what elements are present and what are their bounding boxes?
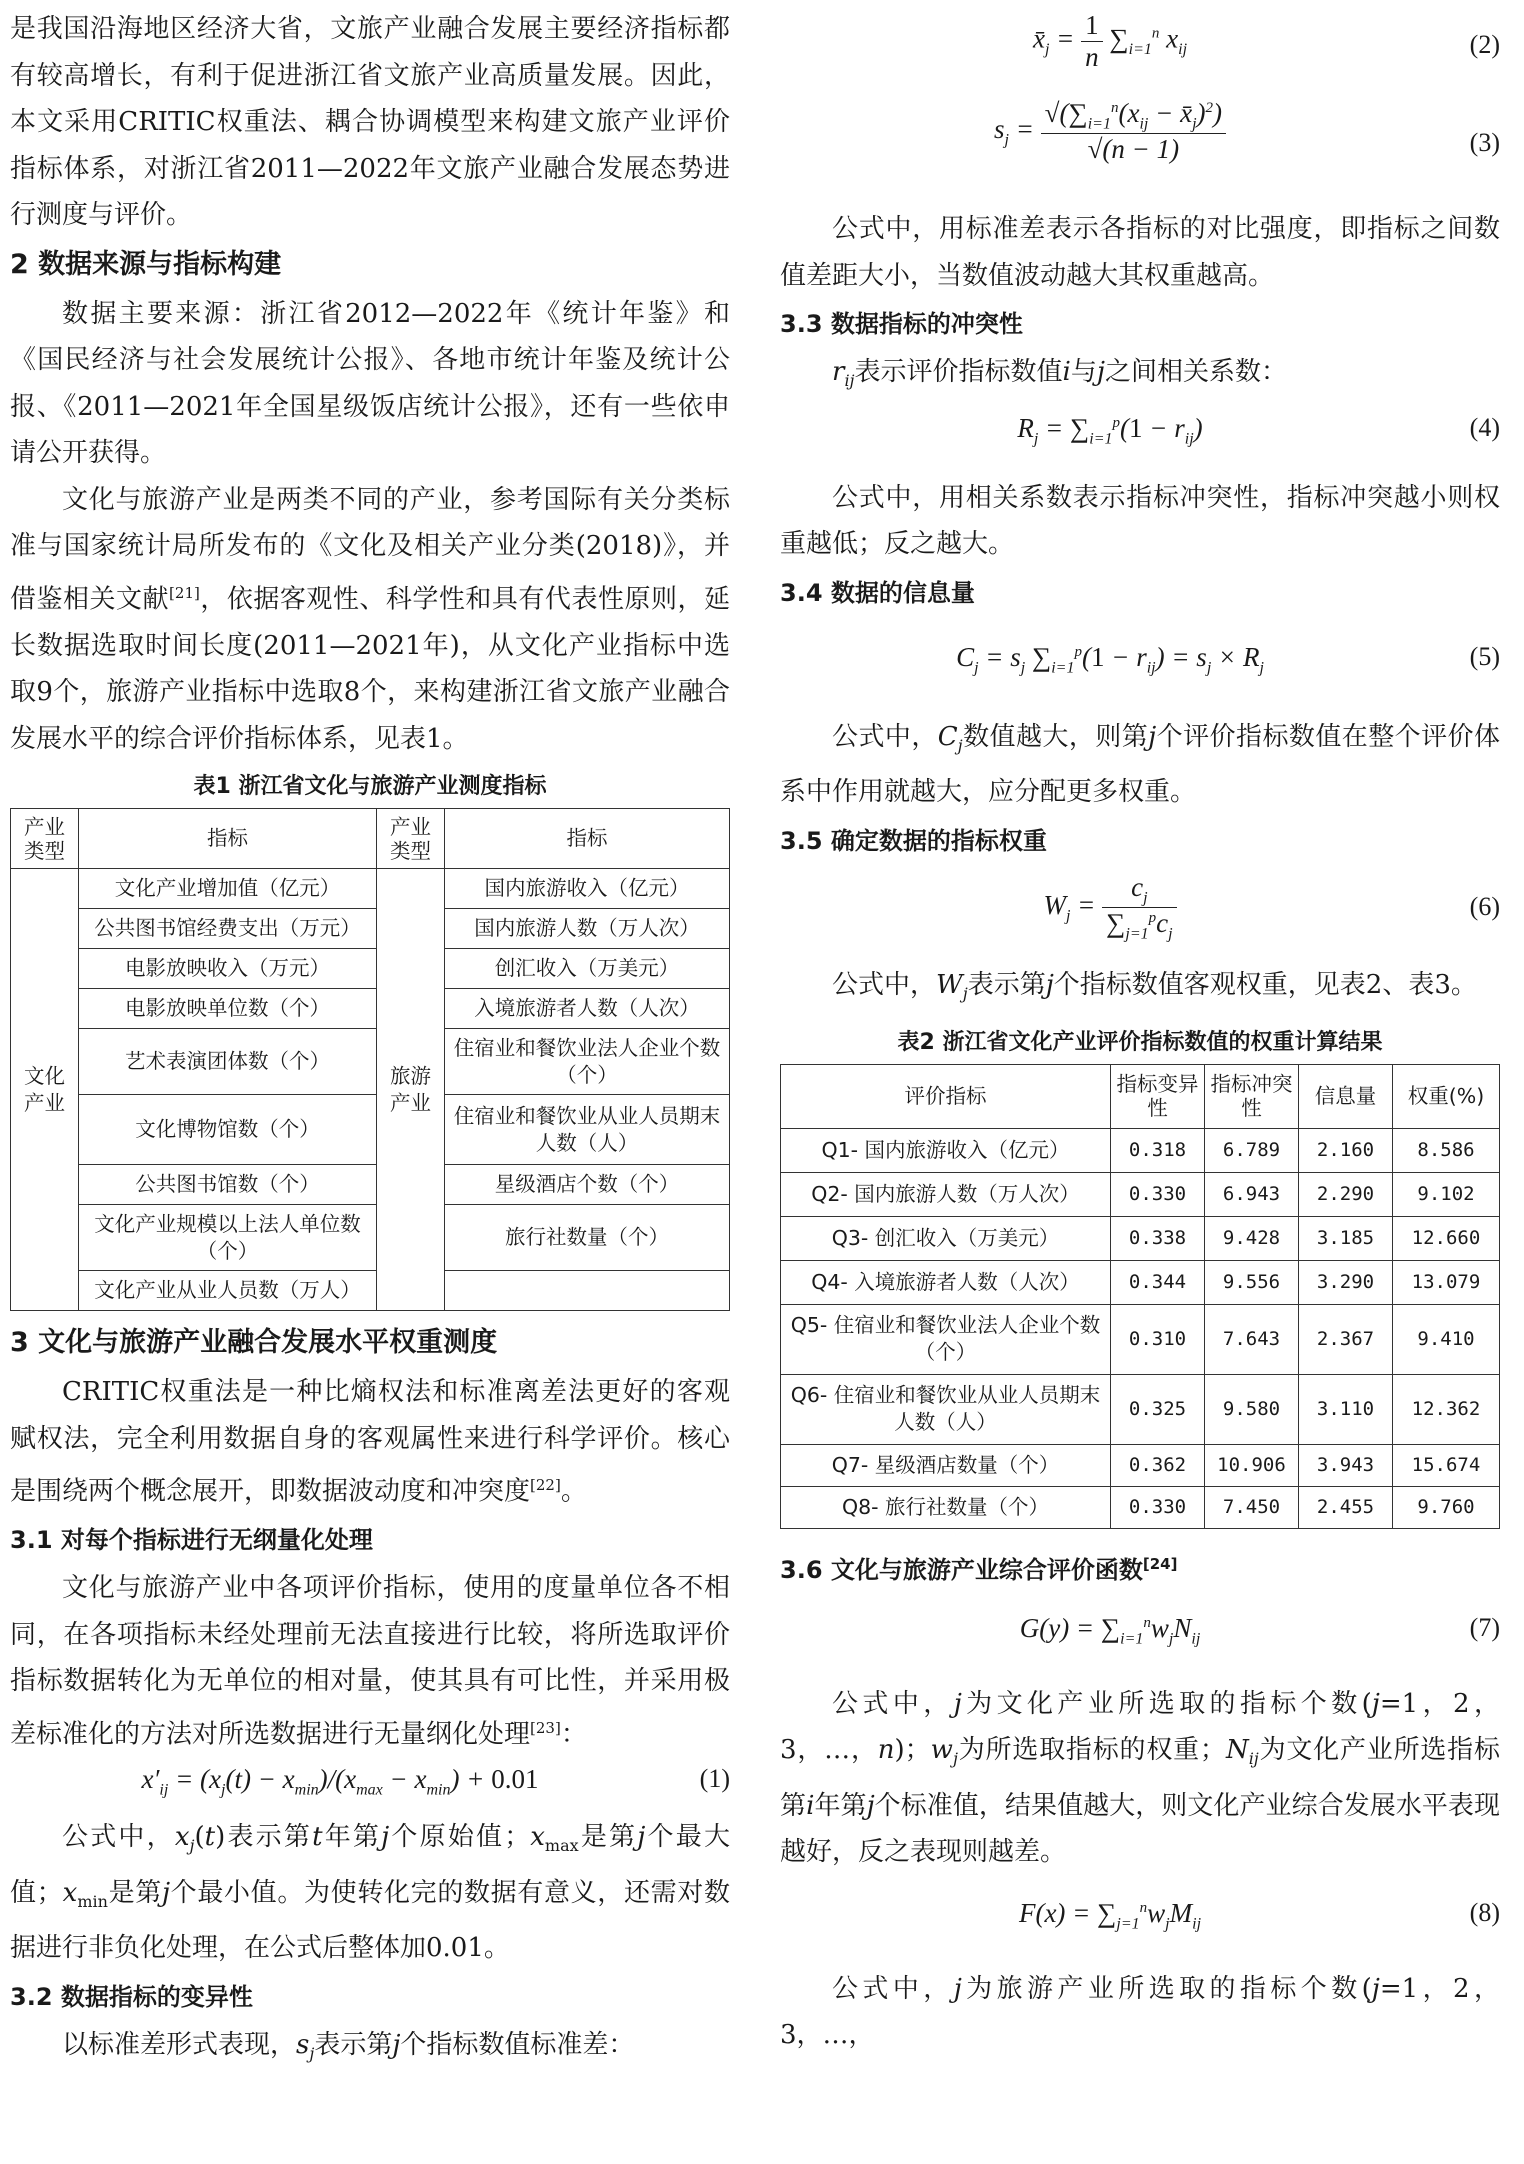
equation-8: $F(x) = \sum_{j=1}^nw_jM_{ij}$ (8) — [1018, 1897, 1500, 1933]
table2-cell: 9.428 — [1205, 1216, 1299, 1260]
table1-cell: 创汇收入（万美元） — [445, 949, 730, 989]
equation-number: (6) — [1469, 891, 1500, 921]
table-row — [781, 1216, 1500, 1260]
table2-header: 指标冲突性 — [1205, 1064, 1299, 1128]
table1-tourism-type: 旅游产业 — [377, 869, 445, 1311]
table2-cell: 9.102 — [1393, 1172, 1500, 1216]
table1-cell: 公共图书馆经费支出（万元） — [79, 909, 377, 949]
table2-cell: Q6- 住宿业和餐饮业从业人员期末人数（人） — [781, 1374, 1111, 1444]
table1-cell: 文化产业从业人员数（万人） — [79, 1271, 377, 1311]
subsection-heading-3-5: 3.5 确定数据的指标权重 — [780, 826, 1047, 855]
table2-cell: 13.079 — [1393, 1260, 1500, 1304]
paragraph-normalization: 文化与旅游产业中各项评价指标，使用的度量单位各不相同，在各项指标未经处理前无法直接进行比较，将所选取评价指标数据转化为无单位的相对量，使其具有可比性，并采用极差标准化的方法对所选数据进行无量纲化处理[23]： — [10, 1573, 730, 1750]
table1-cell: 文化产业增加值（亿元） — [79, 869, 377, 909]
table1-culture-type: 文化产业 — [11, 869, 79, 1311]
table1-cell: 文化产业规模以上法人单位数（个） — [79, 1205, 377, 1271]
equation-number: (1) — [699, 1763, 730, 1793]
equation-number: (3) — [1469, 128, 1500, 157]
citation-ref: [23] — [530, 1718, 561, 1737]
equation-5: $C_j = s_j$ $\sum_{i=1}^p(1 - r_{ij}) = s_j \times R_j$ (5) — [956, 641, 1500, 677]
table2-caption: 表2 浙江省文化产业评价指标数值的权重计算结果 — [897, 1029, 1383, 1055]
equation-number: (4) — [1469, 412, 1500, 442]
table2-cell: 2.290 — [1299, 1172, 1393, 1216]
table2-cell: 12.660 — [1393, 1216, 1500, 1260]
table2-cell: 7.643 — [1205, 1304, 1299, 1374]
equation-number: (2) — [1469, 30, 1500, 59]
table2-cell: 0.310 — [1111, 1304, 1205, 1374]
citation-ref: [22] — [530, 1476, 561, 1495]
table2-header: 指标变异性 — [1111, 1064, 1205, 1128]
table1-cell: 电影放映收入（万元） — [79, 949, 377, 989]
table1-cell: 国内旅游人数（万人次） — [445, 909, 730, 949]
paragraph-variability: 以标准差形式表现，$s_j$表示第j个指标数值标准差： — [62, 2029, 635, 2064]
paragraph-critic: CRITIC权重法是一种比熵权法和标准离差法更好的客观赋权法，完全利用数据自身的客观属性来进行科学评价。核心是围绕两个概念展开，即数据波动度和冲突度[22]。 — [10, 1377, 730, 1507]
table1-header-indicator: 指标 — [79, 809, 377, 869]
paragraph-formula5-explain: 公式中，$C_j$数值越大，则第j个评价指标数值在整个评价体系中作用就越大，应分配更多权重。 — [780, 721, 1500, 808]
table2-cell: 15.674 — [1393, 1444, 1500, 1486]
table2-cell: 9.760 — [1393, 1486, 1500, 1528]
table1-cell: 国内旅游收入（亿元） — [445, 869, 730, 909]
table2-header: 评价指标 — [781, 1064, 1111, 1128]
table2-cell: Q3- 创汇收入（万美元） — [781, 1216, 1111, 1260]
table2-cell: 9.580 — [1205, 1374, 1299, 1444]
table1 — [10, 808, 730, 1311]
table2-cell: 6.789 — [1205, 1128, 1299, 1172]
equation-number: (5) — [1469, 641, 1500, 671]
subsection-heading-3-2: 3.2 数据指标的变异性 — [10, 1982, 253, 2011]
table2-cell: 0.330 — [1111, 1172, 1205, 1216]
table2-cell: 3.110 — [1299, 1374, 1393, 1444]
equation-3: $s_j$ = $\frac{√(\sum_{i=1}^n(x_{ij} - x̄_j)^2)}{√(n - 1)}$ (3) — [993, 98, 1500, 165]
equation-7: $G(y) = \sum_{i=1}^nw_jN_{ij}$ (7) — [1019, 1612, 1500, 1647]
table1-cell: 文化博物馆数（个） — [79, 1095, 377, 1165]
equation-2: $x̄_j$ = $\frac{1}{n}$ $\sum_{i=1}^n$ $x_{ij}$ (2) — [1032, 10, 1500, 72]
table2-cell: Q7- 星级酒店数量（个） — [781, 1444, 1111, 1486]
subsection-heading-3-1: 3.1 对每个指标进行无纲量化处理 — [10, 1526, 373, 1555]
paragraph-conflict: $r_{ij}$表示评价指标数值i与j之间相关系数： — [832, 357, 1287, 391]
table2-cell: Q2- 国内旅游人数（万人次） — [781, 1172, 1111, 1216]
table2-cell: Q8- 旅行社数量（个） — [781, 1486, 1111, 1528]
table1-cell: 星级酒店个数（个） — [445, 1165, 730, 1205]
table2-cell: 2.160 — [1299, 1128, 1393, 1172]
table1-cell: 艺术表演团体数（个） — [79, 1029, 377, 1095]
table2-cell: 0.330 — [1111, 1486, 1205, 1528]
table2-cell: 9.556 — [1205, 1260, 1299, 1304]
table2-cell: 2.455 — [1299, 1486, 1393, 1528]
table2-cell: 0.325 — [1111, 1374, 1205, 1444]
equation-6: $W_j$ = $\frac{c_j}{\sum_{j=1}^pc_j}$ (6) — [1043, 871, 1500, 943]
table1-cell: 电影放映单位数（个） — [79, 989, 377, 1029]
table2-cell: Q4- 入境旅游者人数（人次） — [781, 1260, 1111, 1304]
equation-1: $x'_{ij} = (x_j(t) - x_{min})/(x_{max} - x_{min}) + 0.01$ (1) — [141, 1763, 730, 1799]
section-heading-2: 2 数据来源与指标构建 — [10, 248, 282, 280]
table2 — [780, 1064, 1500, 1529]
table2-cell: 10.906 — [1205, 1444, 1299, 1486]
table-row — [781, 1260, 1500, 1304]
table1-cell: 旅行社数量（个） — [445, 1205, 730, 1271]
right-column — [780, 6, 1500, 2059]
table-row — [781, 1172, 1500, 1216]
section-heading-3: 3 文化与旅游产业融合发展水平权重测度 — [10, 1327, 498, 1359]
table2-cell: 9.410 — [1393, 1304, 1500, 1374]
paragraph-intro: 是我国沿海地区经济大省，文旅产业融合发展主要经济指标都有较高增长，有利于促进浙江省文旅产业高质量发展。因此，本文采用CRITIC权重法、耦合协调模型来构建文旅产业评价指标体系，对浙江省2011—2022年文旅产业融合发展态势进行测度与评价。 — [10, 14, 730, 230]
table2-cell: 0.318 — [1111, 1128, 1205, 1172]
table2-cell: 0.344 — [1111, 1260, 1205, 1304]
table2-cell: 2.367 — [1299, 1304, 1393, 1374]
citation-ref: [24] — [1142, 1554, 1178, 1573]
subsection-heading-3-4: 3.4 数据的信息量 — [780, 578, 975, 607]
paragraph-data-source: 数据主要来源：浙江省2012—2022年《统计年鉴》和《国民经济与社会发展统计公报》、各地市统计年鉴及统计公报、《2011—2021年全国星级饭店统计公报》，还有一些依申请公开获得。 — [10, 298, 730, 468]
table1-cell-empty — [445, 1271, 730, 1311]
table2-cell: 3.185 — [1299, 1216, 1393, 1260]
table1-cell: 入境旅游者人数（人次） — [445, 989, 730, 1029]
table2-cell: 3.290 — [1299, 1260, 1393, 1304]
subsection-heading-3-6: 3.6 文化与旅游产业综合评价函数[24] — [780, 1554, 1178, 1584]
paragraph-formula6-explain: 公式中，$W_j$表示第j个指标数值客观权重，见表2、表3。 — [832, 969, 1477, 1004]
table1-caption: 表1 浙江省文化与旅游产业测度指标 — [193, 774, 547, 800]
subsection-heading-3-3: 3.3 数据指标的冲突性 — [780, 310, 1023, 338]
table2-cell: Q5- 住宿业和餐饮业法人企业个数（个） — [781, 1304, 1111, 1374]
table2-cell: Q1- 国内旅游收入（亿元） — [781, 1128, 1111, 1172]
table1-cell: 住宿业和餐饮业从业人员期末人数（人） — [445, 1095, 730, 1165]
table1-header-indicator: 指标 — [445, 809, 730, 869]
table1-cell: 住宿业和餐饮业法人企业个数（个） — [445, 1029, 730, 1095]
paragraph-formula7-explain: 公式中，j为文化产业所选取的指标个数(j=1，2，3，…，n)；$w_j$为所选取指标的权重；$N_{ij}$为文化产业所选指标第i年第j个标准值，结果值越大，则文化产业综合发展水平表现越好，反之表现则越差。 — [780, 1688, 1500, 1868]
paragraph-formula3-explain: 公式中，用标准差表示各指标的对比强度，即指标之间数值差距大小，当数值波动越大其权重越高。 — [780, 214, 1500, 291]
paragraph-formula1-explain: 公式中，$x_j(t)$表示第t年第j个原始值；$x_{max}$是第j个最大值；$x_{min}$是第j个最小值。为使转化完的数据有意义，还需对数据进行非负化处理，在公式后整体加0.01。 — [10, 1821, 730, 1964]
table1-cell: 公共图书馆数（个） — [79, 1165, 377, 1205]
table2-cell: 3.943 — [1299, 1444, 1393, 1486]
table-row — [781, 1304, 1500, 1374]
table-row — [781, 1444, 1500, 1486]
table2-cell: 12.362 — [1393, 1374, 1500, 1444]
citation-ref: [21] — [169, 583, 200, 602]
paragraph-indicator-selection: 文化与旅游产业是两类不同的产业，参考国际有关分类标准与国家统计局所发布的《文化及相关产业分类(2018)》，并借鉴相关文献[21]，依据客观性、科学性和具有代表性原则，延长数据选取时间长度(2011—2021年)，从文化产业指标中选取9个，旅游产业指标中选取8个，来构建浙江省文旅产业融合发展水平的综合评价指标体系，见表1。 — [10, 484, 730, 754]
table2-header: 权重(%) — [1393, 1064, 1500, 1128]
table2-header: 信息量 — [1299, 1064, 1393, 1128]
table-row — [781, 1486, 1500, 1528]
equation-number: (8) — [1469, 1897, 1500, 1927]
table2-cell: 0.362 — [1111, 1444, 1205, 1486]
table2-cell: 6.943 — [1205, 1172, 1299, 1216]
paragraph-formula4-explain: 公式中，用相关系数表示指标冲突性，指标冲突越小则权重越低；反之越大。 — [780, 482, 1500, 560]
equation-number: (7) — [1469, 1612, 1500, 1642]
table-row — [781, 1128, 1500, 1172]
paragraph-formula8-explain: 公式中，j为旅游产业所选取的指标个数(j=1，2，3，…， — [780, 1973, 1500, 2051]
table2-cell: 7.450 — [1205, 1486, 1299, 1528]
table1-header-type: 产业类型 — [377, 809, 445, 869]
table2-cell: 8.586 — [1393, 1128, 1500, 1172]
table2-cell: 0.338 — [1111, 1216, 1205, 1260]
table1-header-type: 产业类型 — [11, 809, 79, 869]
table-row — [781, 1374, 1500, 1444]
left-column — [10, 6, 730, 2078]
equation-4: $R_j = \sum_{i=1}^p(1 - r_{ij})$ (4) — [1017, 412, 1500, 448]
